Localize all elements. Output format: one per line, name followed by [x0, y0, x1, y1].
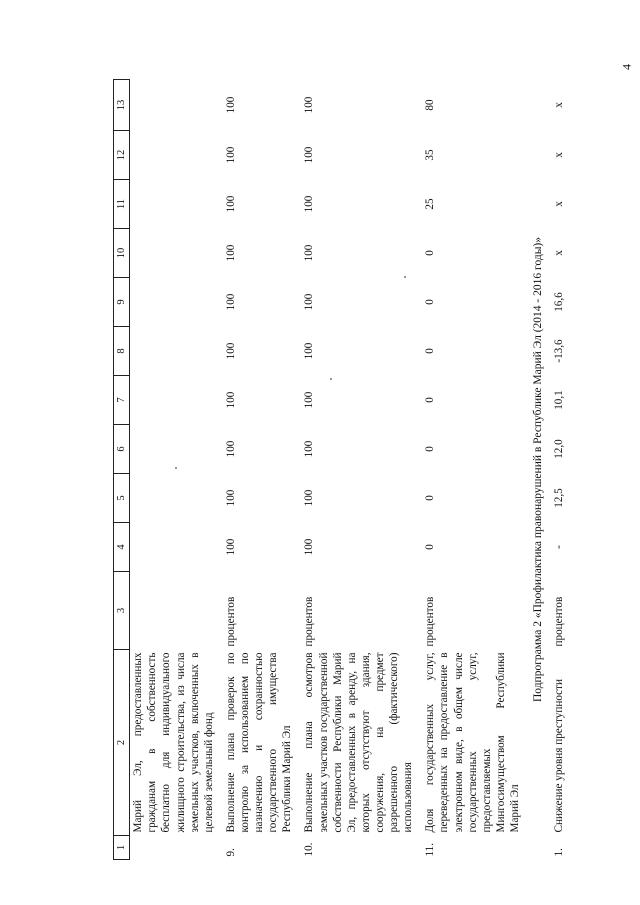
- row-number: 1.: [552, 848, 565, 857]
- row-number: 9.: [224, 848, 237, 857]
- col-header-8: 8: [114, 327, 130, 376]
- value-cell: 100: [303, 195, 316, 213]
- value-cell: 0: [424, 299, 437, 305]
- indicators-table: [113, 79, 567, 860]
- page-number: 4: [619, 64, 634, 70]
- row-number: [130, 836, 217, 860]
- value-cell: -: [552, 545, 565, 549]
- value-cell: 100: [303, 440, 316, 458]
- value-cell: 100: [224, 146, 237, 164]
- value-cell: 25: [424, 198, 437, 210]
- value-cell: 100: [224, 293, 237, 311]
- subprogram-title: Подпрограмма 2 «Профилактика правонарушений в Республике Марий Эл (2014 - 2016 годы)»: [532, 236, 545, 703]
- rotated-table-page: [113, 80, 633, 860]
- value-cell: 100: [224, 244, 237, 262]
- value-cell: 0: [424, 250, 437, 256]
- unit-cell: процентов: [424, 596, 437, 647]
- value-cell: [130, 425, 217, 474]
- column-number-row: [114, 80, 130, 860]
- scan-speck: [175, 467, 177, 469]
- table-row: [217, 80, 296, 860]
- value-cell: 100: [224, 489, 237, 507]
- value-cell: 35: [424, 149, 437, 161]
- value-cell: 100: [224, 342, 237, 360]
- indicator-text: Доля государственных услуг, переведенных на предоставление в электронном виде, в общем числе государственных услуг, предоставляемых Мингосимуществом Республики Марий Эл: [424, 652, 521, 833]
- value-cell: 100: [224, 391, 237, 409]
- table-row: [130, 80, 217, 860]
- unit-cell: процентов: [224, 596, 237, 647]
- col-header-2: 2: [114, 650, 130, 836]
- col-header-10: 10: [114, 229, 130, 278]
- col-header-9: 9: [114, 278, 130, 327]
- value-cell: х: [552, 201, 565, 207]
- table-row: [551, 80, 567, 860]
- unit-cell: [130, 572, 217, 650]
- col-header-3: 3: [114, 572, 130, 650]
- table-row: [295, 80, 416, 860]
- indicator-text: Выполнение плана осмотров земельных участков государственной собственности Республики Марий Эл, предоставленных в аренду, на которых отсутствуют здания, сооружения, на предмет разрешенного (фактического) использования: [303, 652, 415, 833]
- col-header-4: 4: [114, 523, 130, 572]
- value-cell: 16,6: [552, 292, 565, 312]
- row-number: 11.: [424, 842, 437, 857]
- value-cell: [130, 229, 217, 278]
- unit-cell: процентов: [552, 596, 565, 647]
- value-cell: [130, 474, 217, 523]
- scan-speck: [330, 378, 332, 380]
- value-cell: х: [552, 250, 565, 256]
- table-row: [416, 80, 523, 860]
- value-cell: 100: [224, 440, 237, 458]
- value-cell: х: [552, 102, 565, 108]
- indicator-text: Снижение уровня преступности: [552, 678, 565, 833]
- value-cell: [130, 131, 217, 180]
- value-cell: [130, 80, 217, 131]
- row-number: 10.: [303, 842, 316, 857]
- value-cell: [130, 180, 217, 229]
- value-cell: х: [552, 152, 565, 158]
- col-header-6: 6: [114, 425, 130, 474]
- value-cell: 0: [424, 495, 437, 501]
- indicator-text: Марий Эл, предоставленных гражданам в собственность бесплатно для индивидуального жилищного строительства, из числа земельных участков, включенных в целевой земельный фонд: [132, 652, 215, 833]
- value-cell: 12,0: [552, 439, 565, 459]
- value-cell: 100: [303, 293, 316, 311]
- value-cell: 100: [303, 391, 316, 409]
- col-header-11: 11: [114, 180, 130, 229]
- value-cell: [130, 327, 217, 376]
- col-header-1: 1: [114, 836, 130, 860]
- col-header-7: 7: [114, 376, 130, 425]
- value-cell: 100: [224, 195, 237, 213]
- col-header-12: 12: [114, 131, 130, 180]
- value-cell: [130, 376, 217, 425]
- value-cell: 100: [303, 489, 316, 507]
- value-cell: 0: [424, 397, 437, 403]
- value-cell: 0: [424, 348, 437, 354]
- value-cell: [130, 523, 217, 572]
- subprogram-heading-row: [523, 80, 550, 860]
- unit-cell: процентов: [303, 596, 316, 647]
- value-cell: 12,5: [552, 488, 565, 508]
- value-cell: -13,6: [552, 339, 565, 363]
- value-cell: 100: [303, 538, 316, 556]
- value-cell: 80: [424, 99, 437, 111]
- value-cell: 10,1: [552, 390, 565, 410]
- value-cell: 100: [303, 342, 316, 360]
- value-cell: [130, 278, 217, 327]
- value-cell: 100: [224, 96, 237, 114]
- value-cell: 0: [424, 446, 437, 452]
- value-cell: 100: [303, 96, 316, 114]
- value-cell: 100: [224, 538, 237, 556]
- col-header-13: 13: [114, 80, 130, 131]
- indicator-text: Выполнение плана проверок по контролю за использованием по назначению и сохранностью государственного имущества Республики Марий Эл: [224, 652, 294, 833]
- value-cell: 100: [303, 146, 316, 164]
- value-cell: 0: [424, 544, 437, 550]
- scan-speck: [404, 276, 406, 278]
- value-cell: 100: [303, 244, 316, 262]
- col-header-5: 5: [114, 474, 130, 523]
